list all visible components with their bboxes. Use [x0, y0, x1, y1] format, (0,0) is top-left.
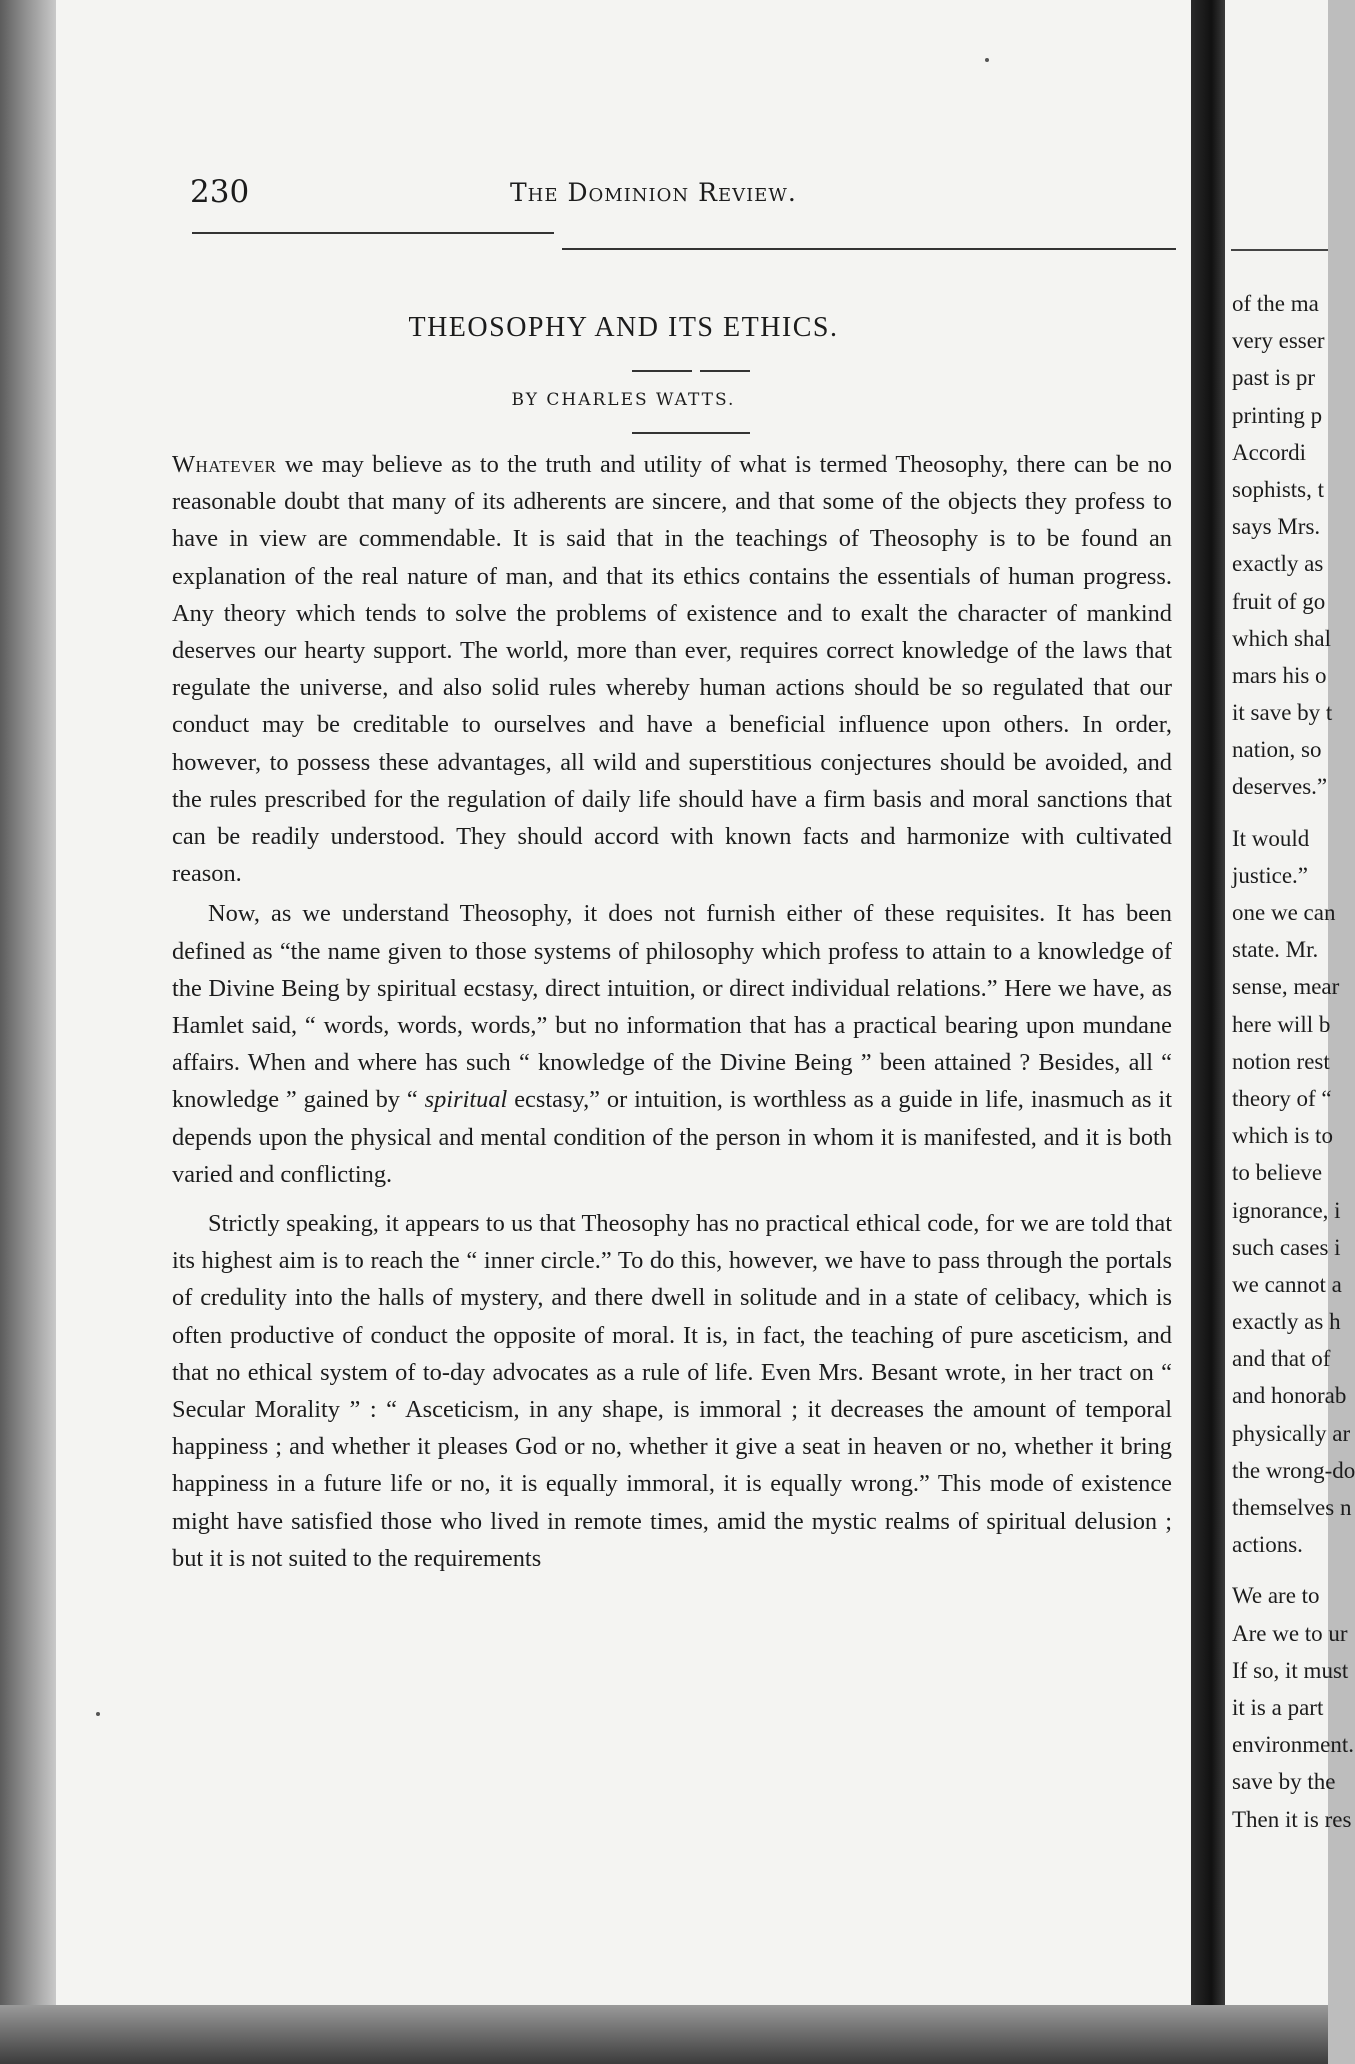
facing-page-line: such cases i — [1232, 1234, 1341, 1260]
facing-page-line: fruit of go — [1232, 588, 1326, 614]
facing-page-line: We are to — [1232, 1583, 1320, 1609]
facing-page-line: save by the — [1232, 1769, 1336, 1795]
paragraph-gap — [1232, 806, 1332, 820]
facing-page-line: sense, mear — [1232, 974, 1340, 1000]
title-ornament-rule — [632, 370, 692, 372]
facing-page-line: theory of “ — [1232, 1085, 1332, 1111]
header-rule-right — [562, 248, 1176, 250]
header-rule-left — [192, 232, 554, 234]
scan-shadow-left — [0, 0, 56, 2064]
article-title: THEOSOPHY AND ITS ETHICS. — [408, 312, 839, 343]
facing-page-line: and that of — [1232, 1346, 1331, 1372]
paragraph-text: Strictly speaking, it appears to us that Theosophy has no practical ethical code, for we are told that its highest aim is to reach the “ inner circle.” To do this, however, we have to pass through the portals of credulity into the halls of mystery, and there dwell in solitude and in a state of celibacy, which is often productive of conduct the opposite of moral. It is, in fact, the teaching of pure asceticism, and that no ethical system of to-day advocates as a rule of life. Even Mrs. Besant wrote, in her tract on “ Secular Morality ” : “ Asceticism, in any shape, is immoral ; it decreases the amount of temporal happiness ; and whether it pleases God or no, whether it give a seat in heaven or no, whether it bring happiness in a future life or no, it is equally immoral, it is equally wrong.” This mode of existence might have satisfied those who lived in remote times, amid the mystic realms of spiritual delusion ; but it is not suited to the requirements — [172, 1210, 1172, 1572]
facing-page-line: justice.” — [1232, 862, 1308, 888]
facing-page-line: state. Mr. — [1232, 937, 1319, 963]
facing-page-line: and honorab — [1232, 1383, 1347, 1409]
dust-speck — [985, 58, 989, 62]
byline-rule — [632, 432, 750, 434]
facing-page-column — [1232, 285, 1355, 1838]
paragraph — [172, 895, 1172, 1193]
paragraph-text: Now, as we understand Theosophy, it does not furnish either of these requisites. It has been defined as “the name given to those systems of philosophy which profess to attain to a knowledge of the Divine Being by spiritual ecstasy, direct intuition, or direct individual relations.” Here we have, as Hamlet said, “ words, words, words,” but no information that has a practical bearing upon mundane affairs. When and where has such “ knowledge of the Divine Being ” been attained ? Besides, all “ knowledge ” gained by “ — [172, 900, 1172, 1114]
facing-page-line: Accordi — [1232, 439, 1307, 465]
facing-page-line: environment. — [1232, 1732, 1354, 1758]
journal-title: The Dominion Review. — [510, 178, 797, 207]
facing-page-line: we cannot a — [1232, 1271, 1342, 1297]
facing-page-line: themselves n — [1232, 1495, 1352, 1520]
scan-shadow-bottom — [0, 2005, 1328, 2064]
facing-page-line: it is a part — [1232, 1694, 1324, 1720]
paragraph-text: we may believe as to the truth and utility of what is termed Theosophy, there can be no reasonable doubt that many of its adherents are sincere, and that some of the objects they profess to have in view are commendable. It is said that in the teachings of Theosophy is to be found an explanation of the real nature of man, and that its ethics contains the essentials of human progress. Any theory which tends to solve the problems of existence and to exalt the character of mankind deserves our hearty support. The world, more than ever, requires correct knowledge of the laws that regulate the universe, and also solid rules whereby human actions should be so regulated that our conduct may be creditable to ourselves and have a beneficial influence upon others. In order, however, to possess these advantages, all wild and superstitious conjectures should be avoided, and the rules prescribed for the regulation of daily life should have a firm basis and moral sanctions that can be readily understood. They should accord with known facts and harmonize with cultivated reason. — [172, 451, 1172, 888]
facing-page-line: mars his o — [1232, 662, 1327, 688]
facing-page-line: says Mrs. — [1232, 514, 1321, 540]
paragraph-gap — [1232, 1563, 1332, 1577]
emphasis-spiritual: spiritual — [424, 1086, 508, 1114]
facing-page-line: here will b — [1232, 1011, 1331, 1037]
facing-page-line: which shal — [1232, 625, 1332, 651]
facing-page-line: If so, it must — [1232, 1657, 1349, 1683]
title-ornament-rule — [700, 370, 750, 372]
facing-page-line: deserves.” — [1232, 774, 1328, 800]
facing-page-line: the wrong-do — [1232, 1457, 1355, 1483]
facing-page-line: past is pr — [1232, 365, 1316, 391]
paragraph — [172, 1205, 1172, 1577]
facing-page-line: to believe — [1232, 1160, 1323, 1186]
page-number: 230 — [190, 174, 250, 210]
running-head — [190, 174, 1185, 224]
facing-page-line: It would — [1232, 825, 1310, 851]
facing-page-line: very esser — [1232, 328, 1325, 354]
facing-page-line: exactly as h — [1232, 1309, 1341, 1335]
facing-page-line: sophists, t — [1232, 476, 1325, 502]
facing-page-line: one we can — [1232, 900, 1336, 925]
facing-page-line: it save by t — [1232, 700, 1333, 726]
facing-page-line: printing p — [1232, 402, 1323, 428]
article-body — [172, 446, 1172, 1580]
facing-page-line: nation, so — [1232, 737, 1322, 763]
facing-page-line: which is to — [1232, 1123, 1333, 1149]
paragraph — [172, 446, 1172, 892]
opening-word: Whatever — [172, 451, 277, 478]
byline: BY CHARLES WATTS. — [511, 390, 736, 410]
book-gutter — [1191, 0, 1225, 2064]
facing-page-line: ignorance, i — [1232, 1197, 1341, 1223]
paragraph-text: ecstasy,” or intuition, is worthless as a guide in life, inasmuch as it depends upon the physical and mental condition of the person in whom it is manifested, and it is both varied and conflicting. — [172, 1086, 1172, 1188]
facing-page-line: of the ma — [1232, 291, 1319, 316]
facing-page-line: exactly as — [1232, 551, 1324, 577]
dust-speck — [96, 1712, 100, 1716]
facing-page-rule — [1231, 249, 1328, 251]
facing-page-line: Are we to ur — [1232, 1620, 1348, 1646]
facing-page-line: notion rest — [1232, 1048, 1330, 1074]
facing-page-line: physically ar — [1232, 1420, 1351, 1446]
facing-page-line: actions. — [1232, 1532, 1303, 1558]
facing-page-line: Then it is res — [1232, 1806, 1352, 1832]
